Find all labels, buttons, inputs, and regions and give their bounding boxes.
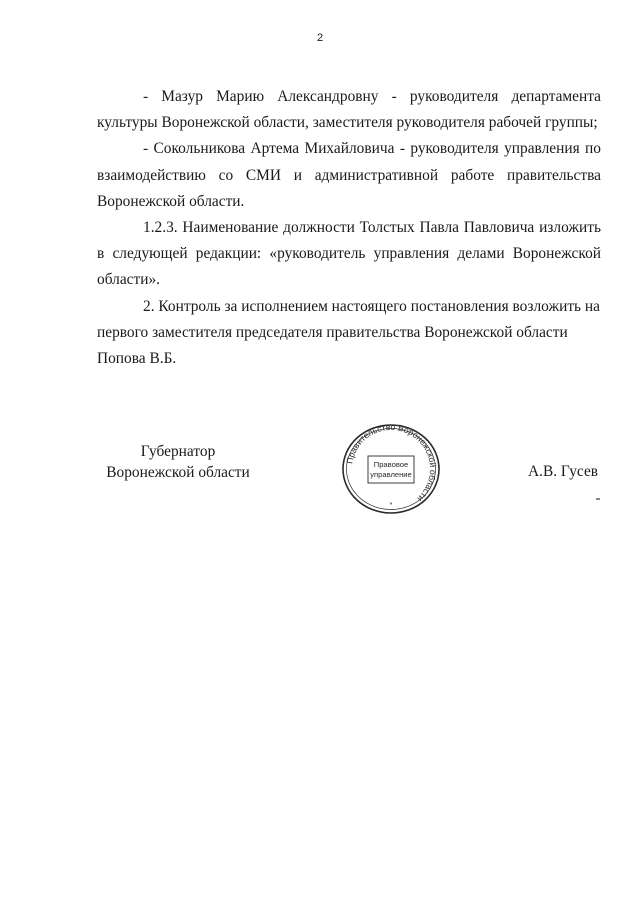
paragraph-mazur: - Мазур Марию Александровну - руководителя департамента культуры Воронежской области, заместителя руководителя рабочей группы; xyxy=(97,88,601,132)
stamp-center-line-1: Правовое xyxy=(373,460,409,469)
stamp-center-line-2: управление xyxy=(370,470,412,479)
signatory-title-line-1: Губернатор xyxy=(140,443,216,460)
official-stamp xyxy=(341,423,441,515)
paragraph-control: 2. Контроль за исполнением настоящего постановления возложить на первого заместителя председателя правительства Воронежской области Попова В.Б. xyxy=(97,297,600,368)
paragraph-sokolnikov: - Сокольникова Артема Михайловича - руководителя управления по взаимодействию со СМИ и административной работе правительства Воронежской области. xyxy=(97,140,601,210)
stamp-ring-text: Правительство Воронежской области xyxy=(344,423,439,504)
signatory-name: А.В. Гусев xyxy=(528,463,599,480)
signatory-title xyxy=(96,441,260,483)
page-number: 2 xyxy=(316,32,324,44)
scan-speck xyxy=(596,498,600,500)
document-body xyxy=(97,84,601,372)
stamp-star-icon: * xyxy=(389,502,393,509)
signatory-title-line-2: Воронежской области xyxy=(106,464,250,481)
paragraph-tolstykh: 1.2.3. Наименование должности Толстых Павла Павловича изложить в следующей редакции: «руководитель управления делами Воронежской области». xyxy=(97,219,601,289)
